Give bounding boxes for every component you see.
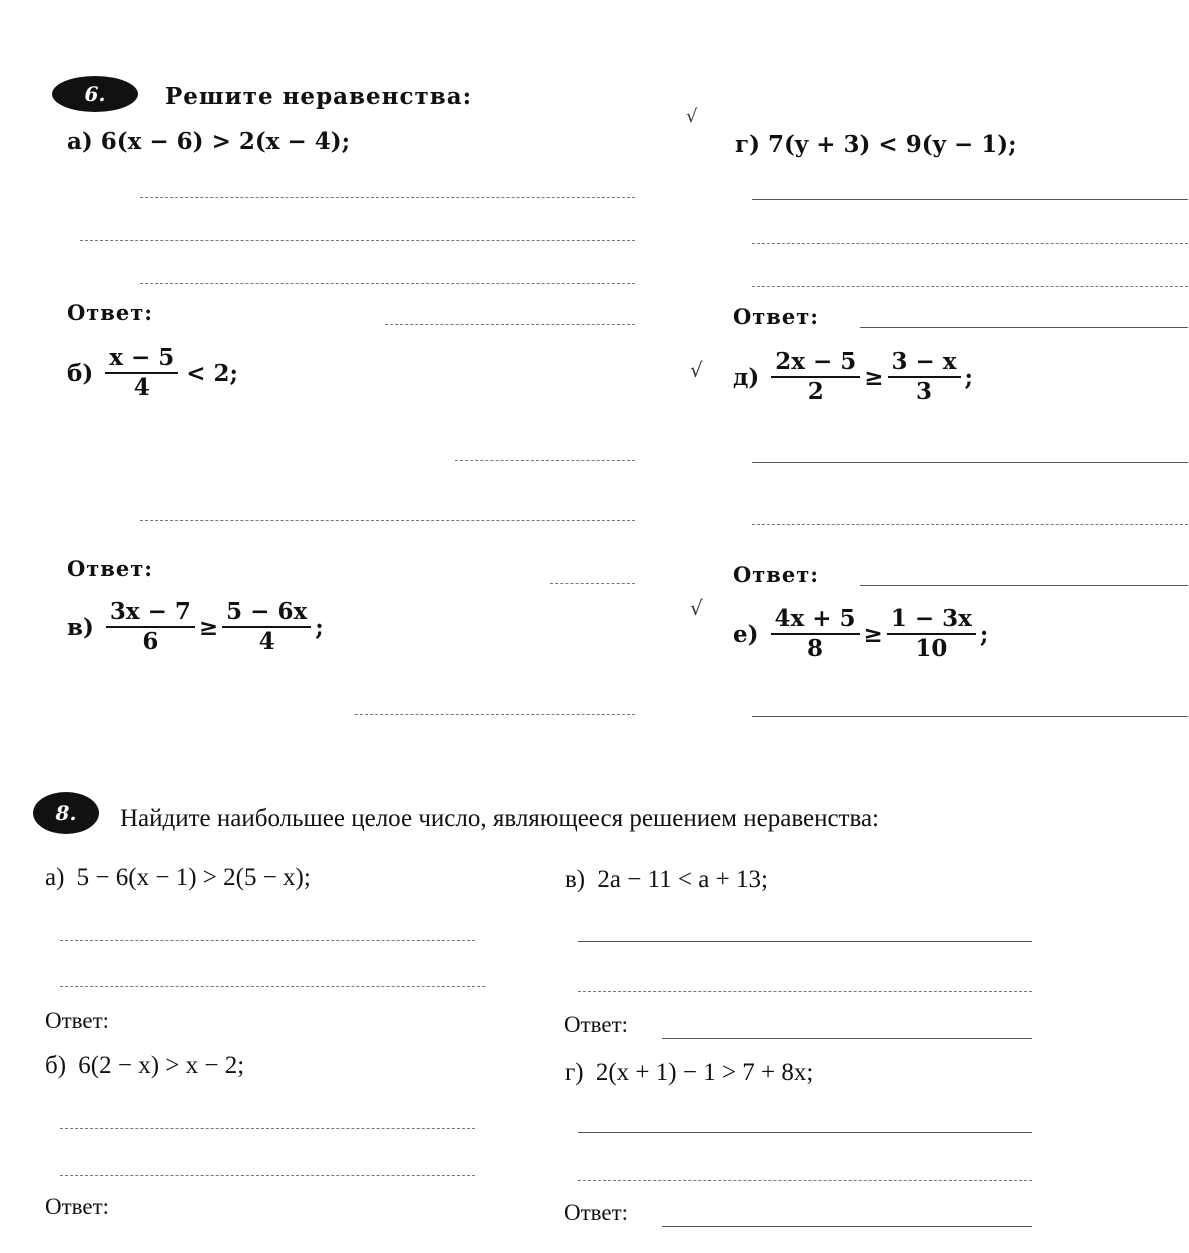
inequality: 2a − 11 < a + 13;: [597, 866, 768, 893]
denominator: 2: [807, 378, 824, 406]
answer-line: [355, 714, 635, 715]
relation-sign: ≥: [863, 620, 883, 648]
fraction-right: [887, 607, 976, 661]
numerator: 3x − 7: [106, 600, 195, 628]
answer-line: [578, 1132, 1032, 1133]
end-punct: ;: [979, 620, 989, 648]
answer-label: Ответ:: [733, 304, 820, 329]
relation-sign: ≥: [864, 363, 884, 391]
answer-line: [752, 716, 1188, 717]
fraction-left: [771, 607, 860, 661]
task-6-item-d: [733, 350, 973, 404]
answer-line: [752, 199, 1188, 200]
numerator: 1 − 3x: [887, 607, 976, 635]
fraction-left: [771, 350, 860, 404]
answer-line: [860, 585, 1188, 586]
item-label: в): [565, 866, 586, 893]
denominator: 4: [258, 628, 275, 656]
answer-line: [752, 286, 1188, 287]
answer-line: [578, 941, 1032, 942]
numerator: 2x − 5: [771, 350, 860, 378]
answer-line: [662, 1038, 1032, 1039]
inequality: 5 − 6(x − 1) > 2(5 − x);: [76, 864, 311, 891]
item-label: е): [733, 620, 759, 648]
denominator: 4: [133, 374, 150, 402]
denominator: 8: [807, 635, 824, 663]
answer-line: [60, 1175, 475, 1176]
answer-label: Ответ:: [564, 1012, 629, 1037]
answer-line: [578, 991, 1032, 992]
answer-label: Ответ:: [67, 556, 154, 581]
answer-line: [140, 197, 635, 198]
answer-line: [752, 243, 1188, 244]
answer-line: [455, 460, 635, 461]
task-6-title: Решите неравенства:: [165, 83, 473, 110]
task-6-item-b: [67, 346, 238, 400]
end-punct: ;: [315, 613, 324, 641]
denominator: 10: [915, 635, 948, 663]
task-8-item-a: [45, 864, 311, 892]
denominator: 3: [916, 378, 933, 406]
answer-label: Ответ:: [67, 300, 154, 325]
numerator: x − 5: [105, 346, 178, 374]
fraction-right: [222, 600, 311, 654]
item-label: д): [733, 363, 760, 391]
check-mark: √: [690, 596, 703, 620]
answer-line: [60, 986, 485, 987]
task-8-item-g: [565, 1059, 813, 1087]
answer-label: Ответ:: [45, 1008, 110, 1033]
answer-line: [385, 324, 635, 325]
answer-line: [860, 327, 1188, 328]
inequality: 2(x + 1) − 1 > 7 + 8x;: [595, 1059, 814, 1086]
answer-line: [752, 524, 1188, 525]
task-6-item-g: [735, 131, 1017, 158]
inequality: 6(x − 6) > 2(x − 4);: [100, 128, 351, 155]
numerator: 5 − 6x: [222, 600, 311, 628]
inequality-rest: < 2;: [186, 359, 239, 387]
answer-line: [80, 240, 635, 241]
task-6-item-e: [733, 607, 988, 661]
answer-line: [752, 462, 1188, 463]
item-label: б): [45, 1052, 67, 1079]
answer-line: [662, 1226, 1032, 1227]
task-8-title: Найдите наибольшее целое число, являющееся решением неравенства:: [120, 805, 879, 832]
answer-line: [578, 1180, 1032, 1181]
answer-label: Ответ:: [564, 1200, 629, 1225]
fraction-right: [888, 350, 961, 404]
item-label: в): [67, 613, 94, 641]
numerator: 3 − x: [888, 350, 961, 378]
answer-line: [550, 583, 635, 584]
fraction: [105, 346, 178, 400]
item-label: г): [735, 131, 760, 158]
answer-line: [60, 1128, 475, 1129]
inequality: 7(y + 3) < 9(y − 1);: [767, 131, 1017, 158]
check-mark: √: [690, 358, 703, 382]
relation-sign: ≥: [198, 613, 219, 641]
task-6-item-a: [67, 128, 350, 155]
task-8-item-v: [565, 866, 768, 894]
fraction-left: [106, 600, 195, 654]
numerator: 4x + 5: [771, 607, 860, 635]
task-8-item-b: [45, 1052, 244, 1080]
denominator: 6: [142, 628, 159, 656]
answer-line: [60, 940, 475, 941]
answer-label: Ответ:: [733, 562, 820, 587]
item-label: г): [565, 1059, 584, 1086]
task-8-number-badge: 8.: [33, 792, 99, 834]
inequality: 6(2 − x) > x − 2;: [78, 1052, 245, 1079]
item-label: а): [67, 128, 93, 155]
answer-line: [140, 283, 635, 284]
item-label: б): [67, 359, 94, 387]
answer-line: [140, 520, 635, 521]
item-label: а): [45, 864, 65, 891]
end-punct: ;: [964, 363, 974, 391]
task-6-item-v: [67, 600, 324, 654]
answer-label: Ответ:: [45, 1194, 110, 1219]
check-mark: √: [686, 106, 698, 127]
task-6-number-badge: 6.: [52, 76, 138, 112]
